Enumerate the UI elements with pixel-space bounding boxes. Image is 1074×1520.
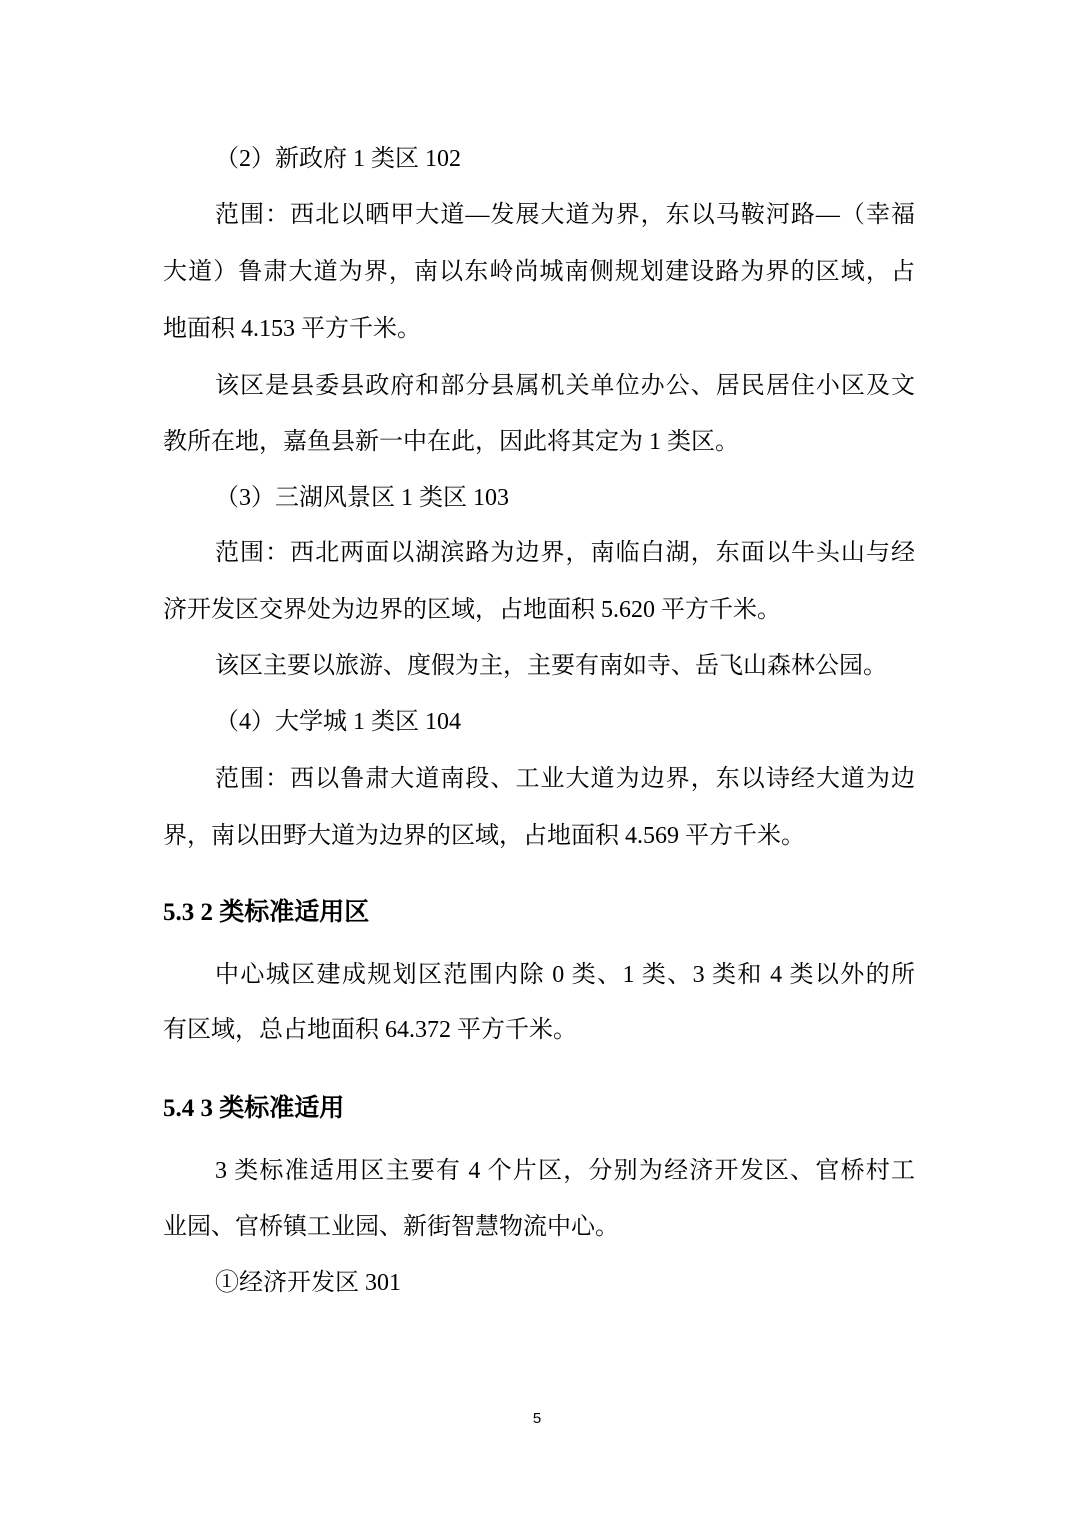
page-number: 5 [532,1410,542,1427]
paragraph-line: 该区主要以旅游、度假为主，主要有南如寺、岳飞山森林公园。 [215,653,887,679]
subsection-heading-104: （4）大学城 1 类区 104 [215,709,461,735]
paragraph-line: 地面积 4.153 平方千米。 [163,316,421,342]
paragraph-line: 中心城区建成规划区范围内除 0 类、1 类、3 类和 4 类以外的所 [215,962,915,988]
section-heading-5-4: 5.4 3 类标准适用 [163,1095,345,1122]
subsection-heading-301: ①经济开发区 301 [215,1270,401,1296]
paragraph-line: 济开发区交界处为边界的区域，占地面积 5.620 平方千米。 [163,597,781,623]
subsection-heading-103: （3）三湖风景区 1 类区 103 [215,485,509,511]
paragraph-line: 该区是县委县政府和部分县属机关单位办公、居民居住小区及文 [215,373,915,399]
paragraph-line: 范围：西以鲁肃大道南段、工业大道为边界，东以诗经大道为边 [215,766,915,792]
paragraph-line: 业园、官桥镇工业园、新街智慧物流中心。 [163,1214,619,1240]
subsection-heading-102: （2）新政府 1 类区 102 [215,146,461,172]
paragraph-line: 3 类标准适用区主要有 4 个片区，分别为经济开发区、官桥村工 [215,1158,915,1184]
paragraph-line: 范围：西北以晒甲大道—发展大道为界，东以马鞍河路—（幸福 [215,202,915,228]
paragraph-line: 有区域，总占地面积 64.372 平方千米。 [163,1017,577,1043]
paragraph-line: 教所在地，嘉鱼县新一中在此，因此将其定为 1 类区。 [163,429,739,455]
paragraph-line: 大道）鲁肃大道为界，南以东岭尚城南侧规划建设路为界的区域，占 [163,259,915,285]
section-heading-5-3: 5.3 2 类标准适用区 [163,899,370,926]
paragraph-line: 界，南以田野大道为边界的区域，占地面积 4.569 平方千米。 [163,823,805,849]
paragraph-line: 范围：西北两面以湖滨路为边界，南临白湖，东面以牛头山与经 [215,540,915,566]
